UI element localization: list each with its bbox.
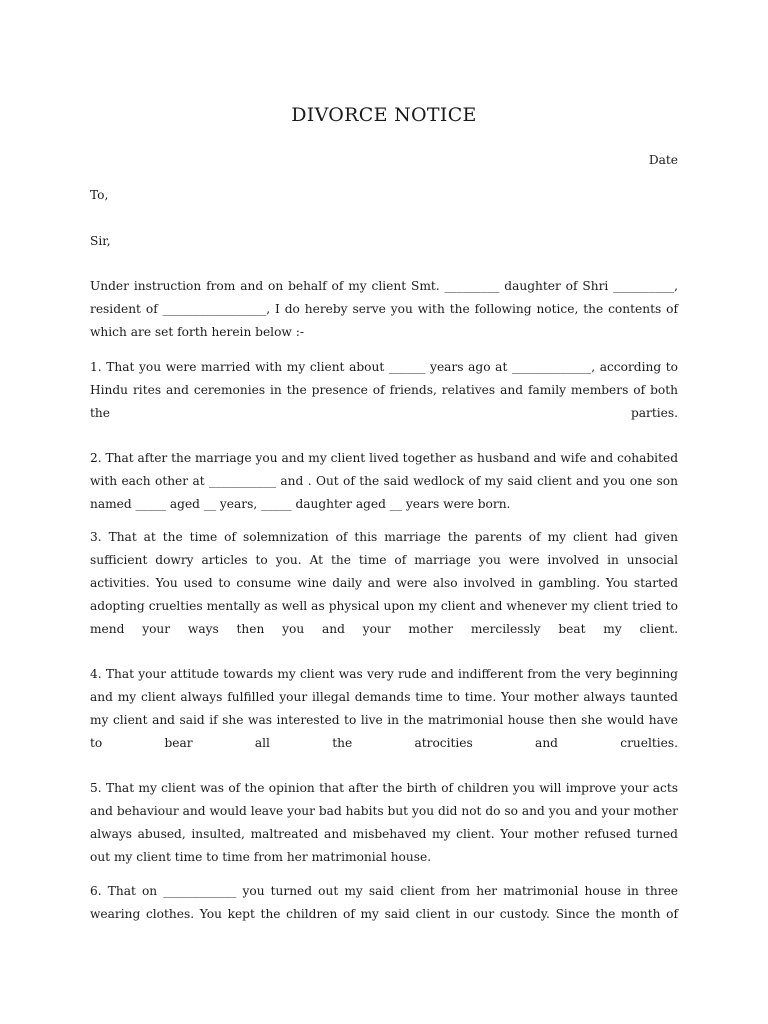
salutation: Sir, xyxy=(90,234,111,248)
paragraph-6: 6. That on ____________ you turned out my said client from her matrimonial house in three wearing clothes. You kept the children of my said client in our custody. Since the month of xyxy=(90,884,678,921)
paragraph-2: 2. That after the marriage you and my client lived together as husband and wife and cohabited with each other at ___________ and . Out of the said wedlock of my said client and you one son named _____ aged __ years, _____ daughter aged __ years were born. xyxy=(90,451,678,511)
document-title: DIVORCE NOTICE xyxy=(291,104,477,126)
paragraph-4: 4. That your attitude towards my client was very rude and indifferent from the very beginning and my client always fulfilled your illegal demands time to time. Your mother always taunted my client and said if she was interested to live in the matrimonial house then she would have to bear all the atrocities and cruelties. xyxy=(90,667,678,750)
paragraph-3: 3. That at the time of solemnization of this marriage the parents of my client had given sufficient dowry articles to you. At the time of marriage you were involved in unsocial activities. You used to consume wine daily and were also involved in gambling. You started adopting cruelties mentally as well as physical upon my client and whenever my client tried to mend your ways then you and your mother mercilessly beat my client. xyxy=(90,530,678,636)
paragraph-1: 1. That you were married with my client about ______ years ago at _____________, according to Hindu rites and ceremonies in the presence of friends, relatives and family members of both the parties. xyxy=(90,360,678,420)
to-label: To, xyxy=(90,188,109,202)
paragraph-5: 5. That my client was of the opinion that after the birth of children you will improve your acts and behaviour and would leave your bad habits but you did not do so and you and your mother always abused, insulted, maltreated and misbehaved my client. Your mother refused turned out my client time to time from her matrimonial house. xyxy=(90,781,678,864)
intro-paragraph: Under instruction from and on behalf of my client Smt. _________ daughter of Shri __________, resident of _________________, I do hereby serve you with the following notice, the contents of which are set forth herein below :- xyxy=(90,279,678,339)
date-label: Date xyxy=(648,153,678,167)
